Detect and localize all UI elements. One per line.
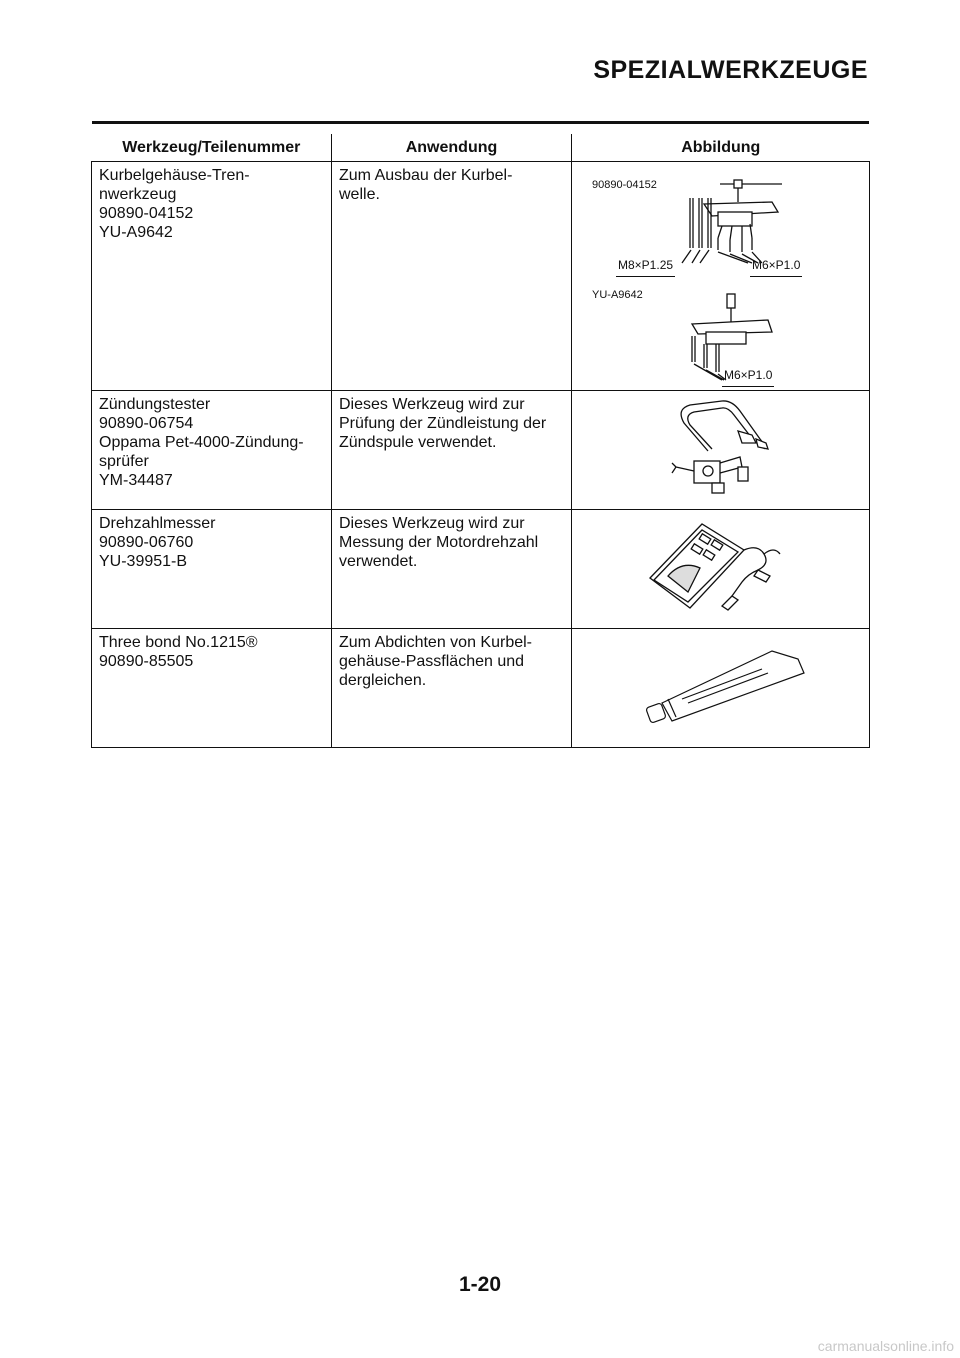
use-text-line: Zum Ausbau der Kurbel- bbox=[339, 167, 513, 184]
tool-part-number: 90890-04152 bbox=[99, 205, 194, 222]
page-title: SPEZIALWERKZEUGE bbox=[593, 56, 868, 84]
tool-part-number: 90890-06754 bbox=[99, 415, 194, 432]
illustration-label-part-a: 90890-04152 bbox=[592, 179, 657, 191]
title-rule bbox=[92, 121, 869, 124]
tool-cell bbox=[92, 162, 332, 391]
tool-text-line: Drehzahlmesser bbox=[99, 515, 216, 532]
use-text-line: dergleichen. bbox=[339, 672, 427, 689]
tool-part-number: 90890-85505 bbox=[99, 653, 194, 670]
illustration-cell bbox=[572, 510, 870, 629]
ignition-tester-icon bbox=[572, 391, 870, 505]
tool-text-line: Kurbelgehäuse-Tren- bbox=[99, 167, 250, 184]
tool-text-line: Zündungstester bbox=[99, 396, 211, 413]
use-text-line: Dieses Werkzeug wird zur bbox=[339, 396, 525, 413]
sealant-tube-icon bbox=[572, 629, 870, 743]
illustration-cell bbox=[572, 629, 870, 748]
use-text-line: Dieses Werkzeug wird zur bbox=[339, 515, 525, 532]
watermark: carmanualsonline.info bbox=[817, 1338, 954, 1354]
use-text-line: welle. bbox=[339, 186, 380, 203]
use-cell bbox=[332, 629, 572, 748]
tool-part-number: YU-39951-B bbox=[99, 553, 188, 570]
table-row bbox=[92, 629, 870, 748]
tool-text-line: nwerkzeug bbox=[99, 186, 177, 203]
tool-cell bbox=[92, 510, 332, 629]
column-header-illustration: Abbildung bbox=[572, 134, 870, 162]
use-cell bbox=[332, 162, 572, 391]
illustration-cell bbox=[572, 162, 870, 391]
tool-text-line: Oppama Pet-4000-Zündung- bbox=[99, 434, 304, 451]
use-text-line: Prüfung der Zündleistung der bbox=[339, 415, 547, 432]
tool-text-line: Three bond No.1215® bbox=[99, 634, 258, 651]
page-number: 1-20 bbox=[458, 1273, 502, 1296]
use-cell bbox=[332, 510, 572, 629]
illustration-label-thread-a2: M6×P1.0 bbox=[750, 256, 802, 277]
illustration-label-thread-b: M6×P1.0 bbox=[722, 366, 774, 387]
use-text-line: Zündspule verwendet. bbox=[339, 434, 497, 451]
use-text-line: Zum Abdichten von Kurbel- bbox=[339, 634, 532, 651]
tool-part-number: YM-34487 bbox=[99, 472, 173, 489]
use-text-line: gehäuse-Passflächen und bbox=[339, 653, 525, 670]
table-header-row bbox=[92, 134, 870, 162]
table-row bbox=[92, 391, 870, 510]
tool-part-number: 90890-06760 bbox=[99, 534, 194, 551]
special-tools-table bbox=[91, 134, 870, 748]
tool-cell bbox=[92, 391, 332, 510]
table-row bbox=[92, 162, 870, 391]
use-text-line: verwendet. bbox=[339, 553, 418, 570]
use-cell bbox=[332, 391, 572, 510]
column-header-use: Anwendung bbox=[332, 134, 572, 162]
illustration-cell bbox=[572, 391, 870, 510]
tool-cell bbox=[92, 629, 332, 748]
tool-text-line: sprüfer bbox=[99, 453, 149, 470]
illustration-label-thread-a1: M8×P1.25 bbox=[616, 256, 675, 277]
tool-part-number: YU-A9642 bbox=[99, 224, 173, 241]
tachometer-icon bbox=[572, 510, 870, 624]
use-text-line: Messung der Motordrehzahl bbox=[339, 534, 539, 551]
crankcase-separator-icon bbox=[572, 162, 870, 386]
illustration-label-part-b: YU-A9642 bbox=[592, 289, 643, 301]
column-header-tool: Werkzeug/Teilenummer bbox=[92, 134, 332, 162]
table-row bbox=[92, 510, 870, 629]
